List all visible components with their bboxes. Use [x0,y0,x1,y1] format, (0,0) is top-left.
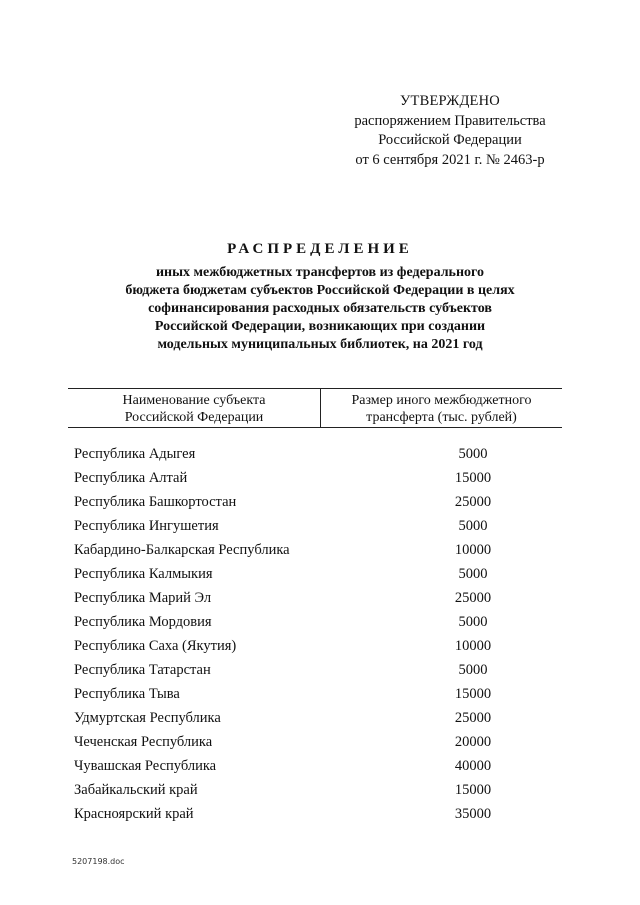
table-body [68,442,562,826]
subject-name: Республика Саха (Якутия) [74,638,237,654]
subject-name: Республика Калмыкия [74,566,213,582]
header-subject-name-line-2: Российской Федерации [124,410,264,425]
subject-name: Республика Мордовия [74,614,212,630]
subject-name: Красноярский край [74,806,194,822]
transfer-amount: 40000 [454,758,492,774]
approval-line-2: Российской Федерации [378,132,522,148]
subject-name: Чеченская Республика [74,734,213,750]
table-row [68,754,562,778]
transfer-amount: 15000 [454,782,492,798]
table-row [68,730,562,754]
subject-name: Республика Марий Эл [74,590,212,606]
transfer-amount: 25000 [454,590,492,606]
subject-name: Республика Адыгея [74,446,196,462]
subject-name: Удмуртская Республика [74,710,221,726]
subject-name: Республика Алтай [74,470,188,486]
subtitle-line-3: софинансирования расходных обязательств субъектов [148,301,492,316]
subject-name: Республика Ингушетия [74,518,219,534]
table-row [68,802,562,826]
table-row [68,562,562,586]
table-row [68,706,562,730]
transfer-amount: 5000 [458,614,488,630]
approval-line-3: от 6 сентября 2021 г. № 2463-р [355,151,545,168]
table-row [68,538,562,562]
subtitle-line-2: бюджета бюджетам субъектов Российской Федерации в целях [125,283,515,298]
table-row [68,778,562,802]
subject-name: Чувашская Республика [74,758,217,774]
transfer-amount: 10000 [454,638,492,654]
subject-name: Республика Тыва [74,686,180,702]
header-transfer-amount-line-2: трансферта (тыс. рублей) [366,410,517,425]
subtitle-line-1: иных межбюджетных трансфертов из федерального [155,265,485,280]
approval-line-1: распоряжением Правительства [354,112,546,129]
header-transfer-amount-line-1: Размер иного межбюджетного [351,393,532,408]
header-transfer-amount [321,389,562,427]
transfer-amount: 5000 [458,446,488,462]
table-row [68,682,562,706]
transfer-amount: 15000 [454,686,492,702]
table-row [68,610,562,634]
subject-name: Республика Башкортостан [74,494,237,510]
transfer-amount: 15000 [454,470,492,486]
approval-block [330,92,570,170]
table-row [68,442,562,466]
transfer-amount: 25000 [454,494,492,510]
transfer-amount: 5000 [458,518,488,534]
subject-name: Кабардино-Балкарская Республика [74,542,290,558]
subject-name: Забайкальский край [74,782,198,798]
table-row [68,586,562,610]
approval-stamp: УТВЕРЖДЕНО [400,93,500,109]
document-title: РАСПРЕДЕЛЕНИЕ [227,241,413,257]
document-file-code: 5207198.doc [72,857,125,866]
transfer-amount: 20000 [454,734,492,750]
table-row [68,466,562,490]
header-subject-name-line-1: Наименование субъекта [122,393,266,408]
table-row [68,514,562,538]
table-header [68,388,562,428]
subtitle-line-5: модельных муниципальных библиотек, на 2021 год [157,337,483,352]
header-subject-name [68,389,321,427]
subtitle-line-4: Российской Федерации, возникающих при создании [154,319,486,334]
table-row [68,658,562,682]
table-row [68,490,562,514]
document-subtitle [90,264,550,354]
transfer-amount: 5000 [458,662,488,678]
distribution-table [68,388,562,822]
transfer-amount: 25000 [454,710,492,726]
transfer-amount: 35000 [454,806,492,822]
transfer-amount: 10000 [454,542,492,558]
table-row [68,634,562,658]
transfer-amount: 5000 [458,566,488,582]
subject-name: Республика Татарстан [74,662,211,678]
